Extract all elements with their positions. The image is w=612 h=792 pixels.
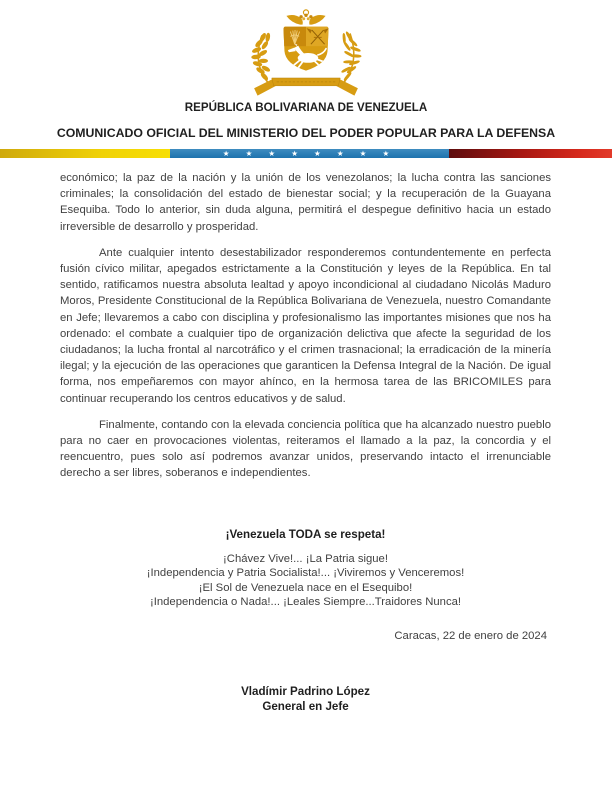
signature-block (60, 684, 551, 714)
shield-icon (283, 27, 329, 71)
signature-rank: General en Jefe (262, 700, 349, 714)
slogan-line-4: ¡Independencia o Nada!... ¡Leales Siempre...Traidores Nunca! (149, 596, 462, 609)
body-paragraph-1: económico; la paz de la nación y la unión de los venezolanos; la lucha contra las sanciones criminales; la consolidación del estado de bienestar social; y la recuperación de la Guayana Esequiba. Todo lo anterior, sin duda alguna, permitirá el despegue definitivo hacia un estado irreversible de desarrollo y prosperidad. (60, 172, 551, 233)
laurel-branch-icon (252, 33, 271, 83)
document-body (0, 158, 612, 714)
venezuela-coat-of-arms-icon (231, 8, 381, 100)
dateline: Caracas, 22 de enero de 2024 (394, 630, 547, 643)
slogan-line-2: ¡Independencia y Patria Socialista!... ¡Viviremos y Venceremos! (146, 567, 465, 580)
slogan-line-1: ¡Chávez Vive!... ¡La Patria sigue! (223, 552, 388, 565)
motto-line: ¡Venezuela TODA se respeta! (225, 527, 386, 541)
slogan-line-3: ¡El Sol de Venezuela nace en el Esequibo! (198, 581, 413, 594)
cornucopias-icon (286, 10, 325, 25)
crest-area (0, 8, 612, 96)
republic-title: REPÚBLICA BOLIVARIANA DE VENEZUELA (184, 101, 428, 114)
slogans-block (60, 552, 551, 610)
signature-name: Vladímir Padrino López (241, 685, 370, 699)
flag-stars: ★ ★ ★ ★ ★ ★ ★ ★ (222, 149, 397, 158)
body-paragraph-3: Finalmente, contando con la elevada conciencia política que ha alcanzado nuestro pueblo para no caer en provocaciones violentas, reiteramos el llamado a la paz, la concordia y el reencuentro, pues solo así podremos avanzar unidos, preservando intacto el irrenunciable derecho a ser libres, soberanos e independientes. (60, 418, 551, 480)
body-paragraph-2: Ante cualquier intento desestabilizador responderemos contundentemente en perfecta fusión cívico militar, apegados estrictamente a la Constitución y leyes de la República. En tal sentido, ratificamos nuestra absoluta lealtad y apoyo incondicional al ciudadano Nicolás Maduro Moros, Presidente Constitucional de la República Bolivariana de Venezuela, nuestro Comandante en Jefe; llevaremos a cabo con disciplina y profesionalismo las importantes misiones que nos ha ordenado: el combate a cualquier tipo de organización delictiva que afecte la seguridad de los ciudadanos; la lucha frontal al narcotráfico y el crimen trasnacional; la erradicación de la minería ilegal; y la ejecución de las operaciones que garanticen la Defensa Integral de la Nación. De igual forma, nos empeñaremos con mayor ahínco, en la hermosa tarea de las BRICOMILES para continuar recuperando los centros educativos y de salud. (60, 246, 551, 405)
flag-band (0, 149, 612, 158)
palm-branch-icon (341, 31, 361, 82)
communique-title: COMUNICADO OFICIAL DEL MINISTERIO DEL PODER POPULAR PARA LA DEFENSA (56, 126, 556, 140)
ribbon-icon (254, 78, 358, 96)
